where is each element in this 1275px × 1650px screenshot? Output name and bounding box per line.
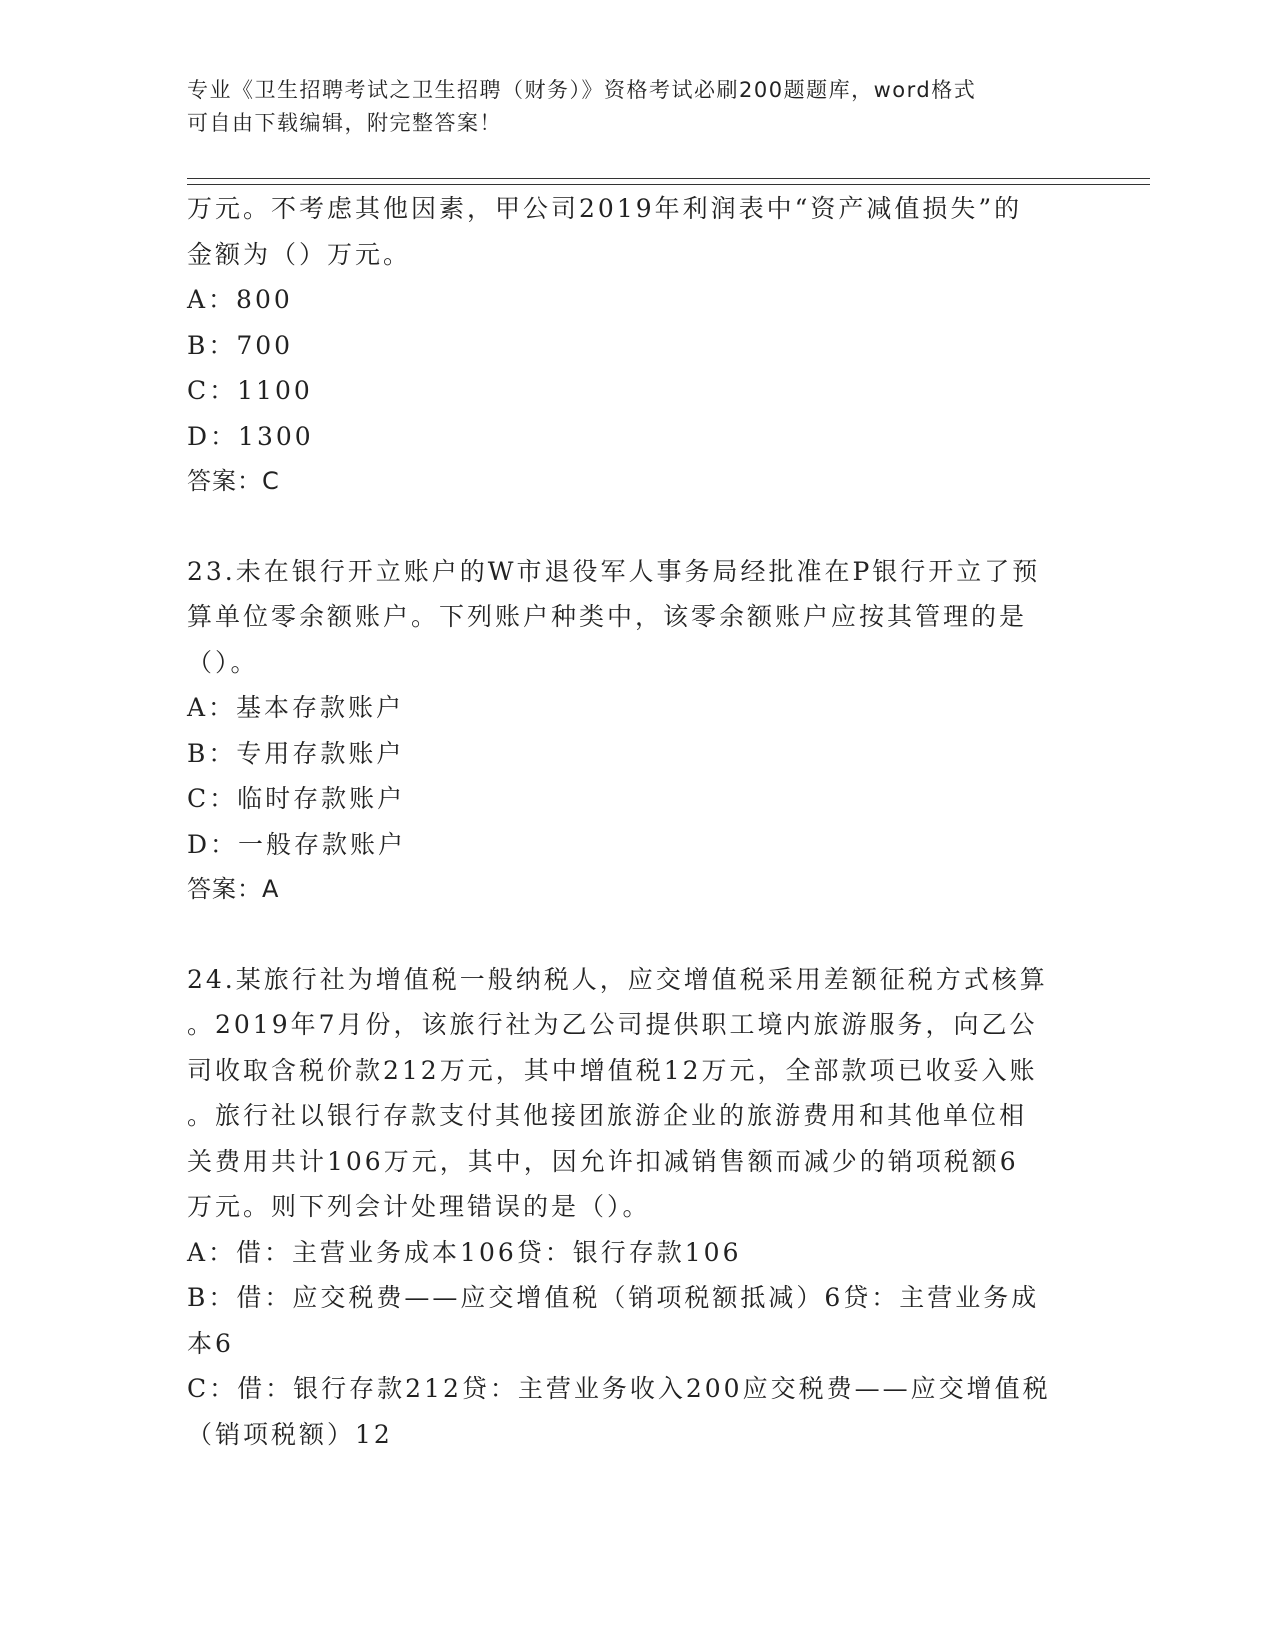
question-stem-line: 司收取含税价款212万元，其中增值税12万元，全部款项已收妥入账 bbox=[187, 1055, 1038, 1085]
option-b: B：700 bbox=[187, 330, 294, 360]
option-c-continued: （销项税额）12 bbox=[187, 1419, 393, 1449]
document-body bbox=[187, 186, 1087, 1457]
option-a: A：借：主营业务成本106贷：银行存款106 bbox=[187, 1237, 742, 1267]
header-divider-bottom bbox=[187, 184, 1150, 185]
option-b: B：专用存款账户 bbox=[187, 738, 405, 768]
question-stem-line: 万元。则下列会计处理错误的是（）。 bbox=[187, 1192, 651, 1221]
question-stem-line: 算单位零余额账户。下列账户种类中，该零余额账户应按其管理的是 bbox=[187, 602, 1028, 631]
option-b-continued: 本6 bbox=[187, 1328, 234, 1358]
option-d: D：一般存款账户 bbox=[187, 829, 407, 859]
option-c: C：1100 bbox=[187, 376, 313, 405]
option-c: C：借：银行存款212贷：主营业务收入200应交税费——应交增值税 bbox=[187, 1374, 1051, 1403]
option-a: A：基本存款账户 bbox=[187, 693, 405, 722]
answer-label: 答案：C bbox=[187, 467, 280, 495]
option-d: D：1300 bbox=[187, 421, 314, 451]
question-stem-line: （）。 bbox=[187, 647, 259, 677]
option-c: C：临时存款账户 bbox=[187, 784, 406, 813]
question-stem-line: 。2019年7月份，该旅行社为乙公司提供职工境内旅游服务，向乙公 bbox=[187, 1010, 1038, 1039]
question-stem-line: 关费用共计106万元，其中，因允许扣减销售额而减少的销项税额6 bbox=[187, 1146, 1019, 1176]
header-divider-top bbox=[187, 178, 1150, 179]
answer-label: 答案：A bbox=[187, 875, 280, 903]
question-stem-line: 金额为（）万元。 bbox=[187, 239, 412, 269]
question-stem-line: 24.某旅行社为增值税一般纳税人，应交增值税采用差额征税方式核算 bbox=[187, 964, 1048, 994]
header-line-2: 可自由下载编辑，附完整答案！ bbox=[187, 111, 502, 135]
header-line-1: 专业《卫生招聘考试之卫生招聘（财务）》资格考试必刷200题题库，word格式 bbox=[187, 78, 977, 102]
question-23 bbox=[187, 549, 1087, 913]
option-a: A：800 bbox=[187, 285, 293, 314]
question-gap bbox=[187, 913, 1087, 957]
document-header bbox=[187, 74, 1087, 140]
question-24 bbox=[187, 957, 1087, 1458]
question-stem-line: 。旅行社以银行存款支付其他接团旅游企业的旅游费用和其他单位相 bbox=[187, 1101, 1028, 1130]
question-stem-line: 万元。不考虑其他因素，甲公司2019年利润表中“资产减值损失”的 bbox=[187, 194, 1023, 223]
question-gap bbox=[187, 505, 1087, 549]
question-22 bbox=[187, 186, 1087, 505]
question-stem-line: 23.未在银行开立账户的W市退役军人事务局经批准在P银行开立了预 bbox=[187, 556, 1041, 586]
option-b: B：借：应交税费——应交增值税（销项税额抵减）6贷：主营业务成 bbox=[187, 1283, 1040, 1312]
